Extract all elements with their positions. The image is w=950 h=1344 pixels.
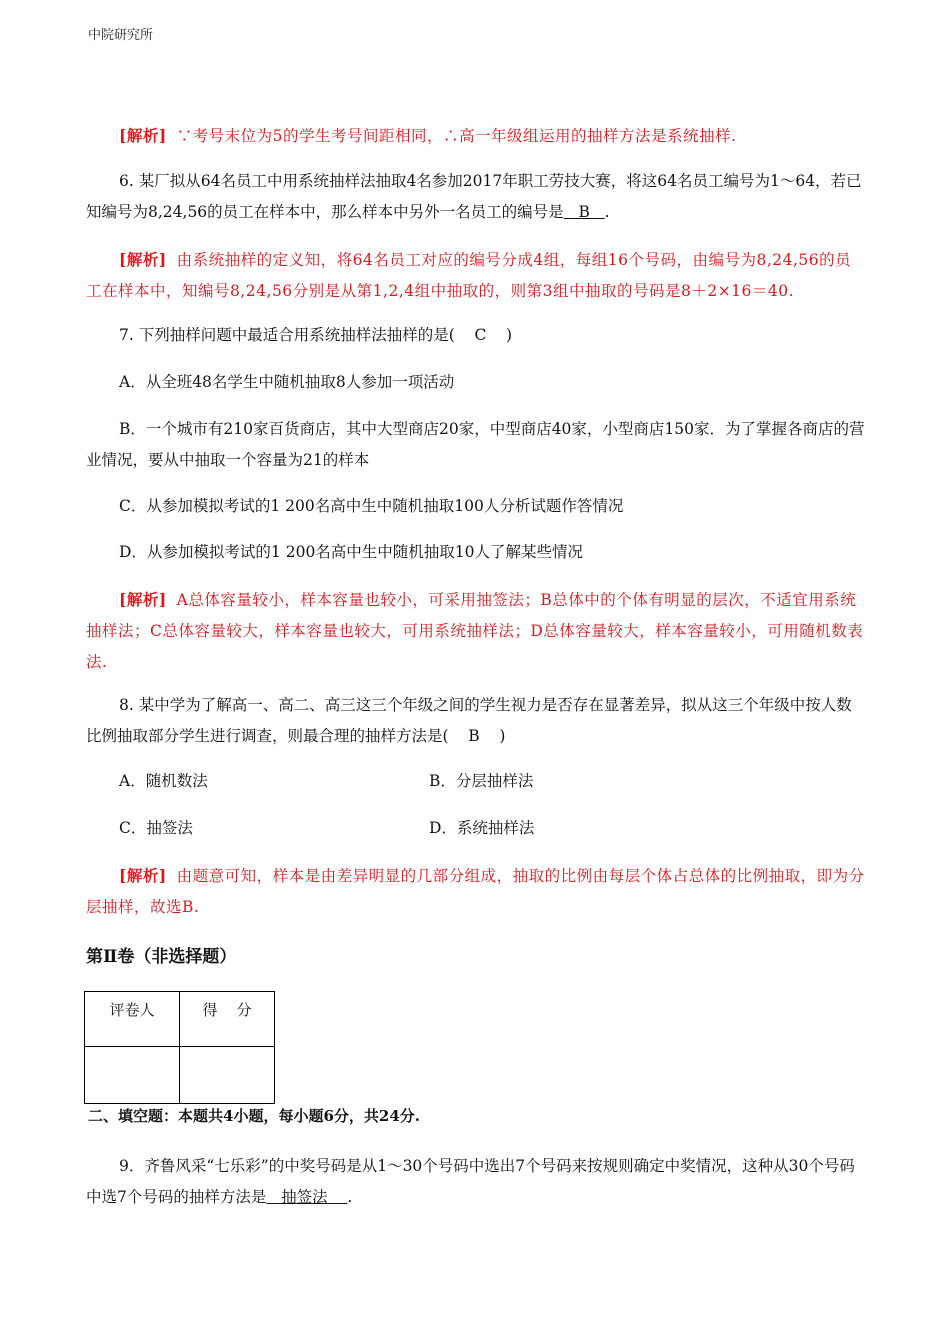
question-7-option-a: A．从全班48名学生中随机抽取8人参加一项活动 [119,373,455,391]
question-7-option-d: D．从参加模拟考试的1 200名高中生中随机抽取10人了解某些情况 [119,543,584,561]
analysis-8: [解析] 由题意可知，样本是由差异明显的几部分组成，抽取的比例由每层个体占总体的比例抽取，即为分层抽样，故选B. [86,866,865,916]
analysis-label: [解析] [119,250,167,269]
analysis-label: [解析] [119,590,167,609]
question-9: 9．齐鲁风采“七乐彩”的中奖号码是从1～30个号码中选出7个号码来按规则确定中奖情况，这种从30个号码中选7个号码的抽样方法是 抽签法 . [86,1157,855,1206]
answer-blank: B [563,203,605,221]
analysis-label: [解析] [119,126,167,145]
question-8-stem: 8. 某中学为了解高一、高二、高三这三个年级之间的学生视力是否存在显著差异，拟从这三个年级中按人数比例抽取部分学生进行调查，则最合理的抽样方法是( B ) [86,696,852,745]
reviewer-cell [85,1047,180,1104]
answer-blank: 抽签法 [266,1188,348,1206]
question-6: 6. 某厂拟从64名员工中用系统抽样法抽取4名参加2017年职工劳技大赛，将这64名员工编号为1～64，若已知编号为8,24,56的员工在样本中，那么样本中另外一名员工的编号是 B . [86,172,862,221]
question-8-option-a: A．随机数法 [119,772,208,790]
analysis-6: [解析] 由系统抽样的定义知，将64名员工对应的编号分成4组，每组16个号码，由编号为8,24,56的员工在样本中，知编号8,24,56分别是从第1,2,4组中抽取的，则第3组中抽取的号码是8＋2×16＝40. [86,250,852,300]
question-7-option-b: B．一个城市有210家百货商店，其中大型商店20家，中型商店40家，小型商店150家．为了掌握各商店的营业情况，要从中抽取一个容量为21的样本 [86,420,865,469]
question-8-option-b: B．分层抽样法 [429,772,534,790]
analysis-5: [解析] ∵考号末位为5的学生考号间距相同，∴高一年级组运用的抽样方法是系统抽样. [119,126,737,145]
question-8-option-d: D．系统抽样法 [429,819,535,837]
analysis-7: [解析] A总体容量较小，样本容量也较小，可采用抽签法；B总体中的个体有明显的层次，不适宜用系统抽样法；C总体容量较大，样本容量也较大，可用系统抽样法；D总体容量较大，样本容量较小，可用随机数表法. [86,590,864,671]
question-8-option-c: C．抽签法 [119,819,193,837]
grade-table [84,991,275,1104]
analysis-label: [解析] [119,866,167,885]
reviewer-header: 评卷人 [85,992,180,1047]
score-header: 得 分 [180,992,275,1047]
question-7-option-c: C．从参加模拟考试的1 200名高中生中随机抽取100人分析试题作答情况 [119,497,624,515]
header-org: 中院研究所 [88,28,154,43]
section-2-title: 二、填空题：本题共4小题，每小题6分，共24分. [88,1107,420,1125]
part-2-title: 第Ⅱ卷（非选择题） [86,947,237,967]
score-cell [180,1047,275,1104]
question-7-stem: 7. 下列抽样问题中最适合用系统抽样法抽样的是( C ) [119,326,513,344]
